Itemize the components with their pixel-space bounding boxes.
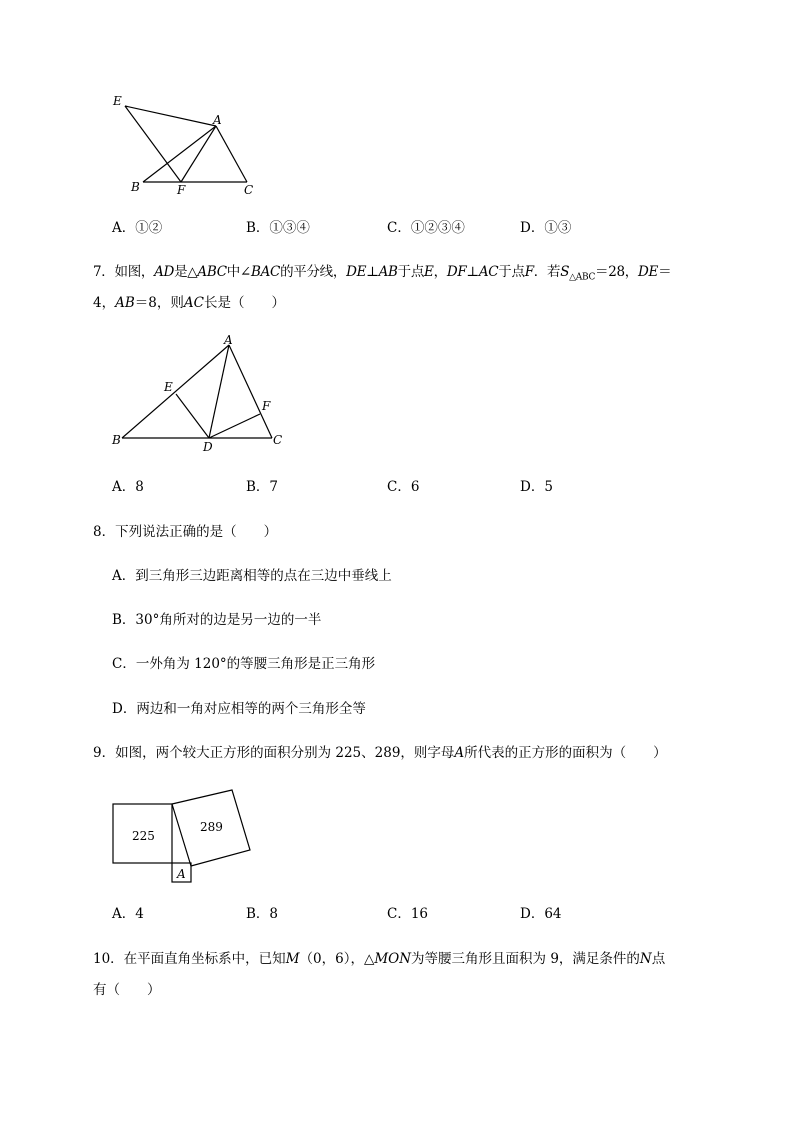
q7-option-c[interactable]: C．6 xyxy=(387,479,420,495)
segment-EA xyxy=(125,106,216,126)
q10-stem-line1: 10．在平面直角坐标系中，已知M（0，6），△MON为等腰三角形且面积为 9，满足条件的N点 xyxy=(93,951,666,967)
segment-AB xyxy=(122,345,229,438)
label-F: F xyxy=(262,399,271,413)
q9-stem: 9．如图，两个较大正方形的面积分别为 225、289，则字母A所代表的正方形的面积为（ ） xyxy=(93,745,667,761)
q6-option-a[interactable]: A．①② xyxy=(112,220,163,236)
segment-FA xyxy=(181,126,216,182)
label-A: A xyxy=(224,333,233,347)
q7-stem-line2: 4，AB＝8，则AC长是（ ） xyxy=(93,295,285,311)
segment-DF xyxy=(209,414,260,438)
q7-stem-line1: 7．如图，AD是△ABC中∠BAC的平分线，DE⊥AB于点E，DF⊥AC于点F．若$S_{\triangle ABC}=28$，DE＝ xyxy=(93,264,672,283)
label-B: B xyxy=(112,433,121,447)
label-E: E xyxy=(164,380,173,394)
q6-figure xyxy=(105,88,265,200)
q8-option-d[interactable]: D．两边和一角对应相等的两个三角形全等 xyxy=(112,701,366,717)
square-225-label: 225 xyxy=(132,829,155,843)
q8-option-a[interactable]: A．到三角形三边距离相等的点在三边中垂线上 xyxy=(112,568,392,584)
q6-option-c[interactable]: C．①②③④ xyxy=(387,220,465,236)
square-289-label: 289 xyxy=(200,820,223,834)
square-A-label: A xyxy=(177,867,186,881)
q9-option-c[interactable]: C．16 xyxy=(387,906,429,922)
segment-AC xyxy=(216,126,247,182)
q9-figure xyxy=(108,788,258,888)
segment-BA xyxy=(143,126,216,182)
label-A: A xyxy=(213,113,222,127)
label-C: C xyxy=(244,183,254,197)
label-D: D xyxy=(203,440,213,454)
q9-option-d[interactable]: D．64 xyxy=(520,906,562,922)
q7-option-b[interactable]: B．7 xyxy=(246,479,279,495)
label-F: F xyxy=(177,183,186,197)
segment-AD xyxy=(209,345,229,438)
q8-option-c[interactable]: C．一外角为 120°的等腰三角形是正三角形 xyxy=(112,656,376,672)
q6-option-b[interactable]: B．①③④ xyxy=(246,220,310,236)
q8-option-b[interactable]: B．30°角所对的边是另一边的一半 xyxy=(112,612,322,628)
q7-option-a[interactable]: A．8 xyxy=(112,479,144,495)
segment-DE xyxy=(176,394,209,438)
q9-option-a[interactable]: A．4 xyxy=(112,906,144,922)
q7-option-d[interactable]: D．5 xyxy=(520,479,553,495)
label-E: E xyxy=(113,94,122,108)
q7-figure xyxy=(108,333,288,455)
q6-option-d[interactable]: D．①③ xyxy=(520,220,572,236)
label-C: C xyxy=(273,433,283,447)
segment-AC xyxy=(229,345,272,438)
q10-stem-line2: 有（ ） xyxy=(93,982,161,998)
segment-EF xyxy=(125,106,181,182)
q8-stem: 8．下列说法正确的是（ ） xyxy=(93,524,278,540)
q9-option-b[interactable]: B．8 xyxy=(246,906,279,922)
label-B: B xyxy=(131,180,140,194)
